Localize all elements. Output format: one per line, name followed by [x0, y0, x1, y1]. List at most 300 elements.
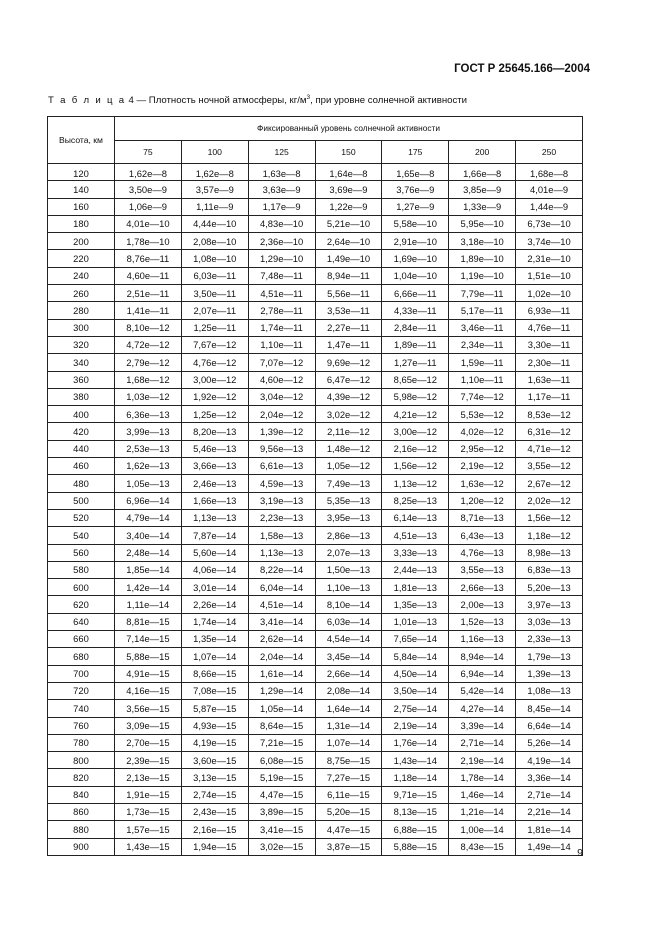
- density-cell: 4,60e—12: [248, 371, 315, 388]
- density-cell: 4,51e—14: [248, 596, 315, 613]
- altitude-cell: 740: [48, 700, 115, 717]
- density-cell: 2,04e—12: [248, 406, 315, 423]
- density-cell: 1,46e—14: [449, 786, 516, 803]
- density-cell: 3,39e—14: [449, 717, 516, 734]
- density-cell: 5,56e—11: [315, 285, 382, 302]
- table-row: [48, 267, 583, 284]
- density-cell: 3,55e—13: [449, 561, 516, 578]
- density-cell: 1,56e—12: [382, 458, 449, 475]
- density-cell: 7,08e—15: [181, 682, 248, 699]
- density-cell: 2,33e—13: [516, 631, 583, 648]
- density-cell: 7,87e—14: [181, 527, 248, 544]
- altitude-cell: 880: [48, 821, 115, 838]
- density-cell: 1,49e—14: [516, 838, 583, 855]
- density-cell: 2,67e—12: [516, 475, 583, 492]
- density-cell: 7,48e—11: [248, 267, 315, 284]
- density-cell: 3,76e—9: [382, 181, 449, 198]
- table-row: [48, 233, 583, 250]
- density-cell: 1,10e—13: [315, 579, 382, 596]
- density-cell: 1,81e—13: [382, 579, 449, 596]
- density-cell: 3,41e—14: [248, 613, 315, 630]
- density-cell: 3,19e—13: [248, 492, 315, 509]
- density-cell: 5,21e—10: [315, 215, 382, 232]
- density-cell: 6,36e—13: [115, 406, 182, 423]
- density-cell: 4,76e—13: [449, 544, 516, 561]
- solar-level-header: 125: [248, 141, 315, 164]
- density-cell: 2,27e—11: [315, 319, 382, 336]
- density-cell: 1,03e—12: [115, 388, 182, 405]
- density-cell: 8,71e—13: [449, 509, 516, 526]
- density-cell: 1,63e—11: [516, 371, 583, 388]
- density-cell: 1,18e—12: [516, 527, 583, 544]
- density-cell: 3,13e—15: [181, 769, 248, 786]
- density-cell: 1,31e—14: [315, 717, 382, 734]
- density-cell: 2,19e—12: [449, 458, 516, 475]
- table-row: [48, 319, 583, 336]
- altitude-cell: 220: [48, 250, 115, 267]
- density-cell: 4,60e—11: [115, 267, 182, 284]
- altitude-cell: 720: [48, 682, 115, 699]
- altitude-cell: 280: [48, 302, 115, 319]
- density-cell: 2,95e—12: [449, 440, 516, 457]
- density-cell: 1,73e—15: [115, 803, 182, 820]
- density-cell: 1,78e—10: [115, 233, 182, 250]
- density-cell: 1,62e—8: [181, 164, 248, 181]
- table-row: [48, 354, 583, 371]
- density-cell: 3,66e—13: [181, 458, 248, 475]
- density-cell: 2,79e—12: [115, 354, 182, 371]
- density-cell: 1,02e—10: [516, 285, 583, 302]
- density-cell: 4,91e—15: [115, 665, 182, 682]
- density-cell: 1,63e—12: [449, 475, 516, 492]
- density-cell: 3,85e—9: [449, 181, 516, 198]
- solar-level-header: 200: [449, 141, 516, 164]
- altitude-cell: 180: [48, 215, 115, 232]
- table-row: [48, 786, 583, 803]
- table-row: [48, 803, 583, 820]
- density-cell: 1,05e—12: [315, 458, 382, 475]
- density-cell: 1,59e—11: [449, 354, 516, 371]
- density-cell: 1,92e—12: [181, 388, 248, 405]
- density-cell: 3,97e—13: [516, 596, 583, 613]
- density-cell: 2,13e—15: [115, 769, 182, 786]
- solar-level-header: 175: [382, 141, 449, 164]
- altitude-cell: 160: [48, 198, 115, 215]
- solar-activity-levels-row: [48, 141, 583, 164]
- density-table: [47, 116, 583, 856]
- density-cell: 1,66e—8: [449, 164, 516, 181]
- altitude-cell: 640: [48, 613, 115, 630]
- table-row: [48, 561, 583, 578]
- density-table-body: [48, 164, 583, 856]
- density-cell: 1,51e—10: [516, 267, 583, 284]
- density-cell: 5,26e—14: [516, 734, 583, 751]
- density-cell: 1,19e—10: [449, 267, 516, 284]
- altitude-cell: 400: [48, 406, 115, 423]
- density-cell: 1,64e—8: [315, 164, 382, 181]
- altitude-cell: 800: [48, 752, 115, 769]
- density-cell: 5,53e—12: [449, 406, 516, 423]
- altitude-cell: 660: [48, 631, 115, 648]
- density-cell: 5,17e—11: [449, 302, 516, 319]
- density-cell: 4,50e—14: [382, 665, 449, 682]
- table-row: [48, 665, 583, 682]
- density-cell: 4,02e—12: [449, 423, 516, 440]
- density-cell: 1,58e—13: [248, 527, 315, 544]
- table-row: [48, 371, 583, 388]
- table-row: [48, 285, 583, 302]
- density-cell: 1,21e—14: [449, 803, 516, 820]
- density-cell: 3,02e—12: [315, 406, 382, 423]
- page-number: 9: [577, 847, 583, 859]
- density-cell: 3,99e—13: [115, 423, 182, 440]
- density-cell: 1,48e—12: [315, 440, 382, 457]
- density-cell: 3,30e—11: [516, 336, 583, 353]
- density-cell: 1,16e—13: [449, 631, 516, 648]
- solar-level-header: 150: [315, 141, 382, 164]
- altitude-cell: 320: [48, 336, 115, 353]
- density-cell: 3,01e—14: [181, 579, 248, 596]
- density-cell: 8,81e—15: [115, 613, 182, 630]
- density-cell: 5,46e—13: [181, 440, 248, 457]
- density-cell: 1,50e—13: [315, 561, 382, 578]
- density-cell: 7,27e—15: [315, 769, 382, 786]
- table-row: [48, 648, 583, 665]
- density-cell: 1,68e—8: [516, 164, 583, 181]
- density-cell: 1,89e—11: [382, 336, 449, 353]
- altitude-cell: 420: [48, 423, 115, 440]
- density-cell: 4,93e—15: [181, 717, 248, 734]
- density-cell: 4,33e—11: [382, 302, 449, 319]
- density-cell: 8,75e—15: [315, 752, 382, 769]
- solar-activity-group-header: Фиксированный уровень солнечной активности: [115, 117, 583, 141]
- density-cell: 1,85e—14: [115, 561, 182, 578]
- density-cell: 1,17e—9: [248, 198, 315, 215]
- density-cell: 1,22e—9: [315, 198, 382, 215]
- density-cell: 1,20e—12: [449, 492, 516, 509]
- density-cell: 2,31e—10: [516, 250, 583, 267]
- density-cell: 3,40e—14: [115, 527, 182, 544]
- density-cell: 5,58e—10: [382, 215, 449, 232]
- density-cell: 2,34e—11: [449, 336, 516, 353]
- density-cell: 1,35e—14: [181, 631, 248, 648]
- density-cell: 1,13e—13: [181, 509, 248, 526]
- altitude-cell: 200: [48, 233, 115, 250]
- density-cell: 1,68e—12: [115, 371, 182, 388]
- density-cell: 2,53e—13: [115, 440, 182, 457]
- density-cell: 2,75e—14: [382, 700, 449, 717]
- table-row: [48, 717, 583, 734]
- density-cell: 1,05e—13: [115, 475, 182, 492]
- density-cell: 8,76e—11: [115, 250, 182, 267]
- density-cell: 1,25e—11: [181, 319, 248, 336]
- density-cell: 1,43e—14: [382, 752, 449, 769]
- density-cell: 2,02e—12: [516, 492, 583, 509]
- density-cell: 1,41e—11: [115, 302, 182, 319]
- density-cell: 1,17e—11: [516, 388, 583, 405]
- density-cell: 4,76e—12: [181, 354, 248, 371]
- density-cell: 2,71e—14: [449, 734, 516, 751]
- altitude-cell: 120: [48, 164, 115, 181]
- density-cell: 1,47e—11: [315, 336, 382, 353]
- density-cell: 2,71e—14: [516, 786, 583, 803]
- density-cell: 2,19e—14: [382, 717, 449, 734]
- density-cell: 2,21e—14: [516, 803, 583, 820]
- density-cell: 6,11e—15: [315, 786, 382, 803]
- density-cell: 1,25e—12: [181, 406, 248, 423]
- density-cell: 5,87e—15: [181, 700, 248, 717]
- table-row: [48, 821, 583, 838]
- density-cell: 5,84e—14: [382, 648, 449, 665]
- table-row: [48, 700, 583, 717]
- density-cell: 3,56e—15: [115, 700, 182, 717]
- density-cell: 7,07e—12: [248, 354, 315, 371]
- density-cell: 8,25e—13: [382, 492, 449, 509]
- table-caption-suffix: , при уровне солнечной активности: [310, 95, 468, 107]
- density-cell: 2,00e—13: [449, 596, 516, 613]
- density-cell: 3,18e—10: [449, 233, 516, 250]
- density-cell: 1,42e—14: [115, 579, 182, 596]
- table-row: [48, 440, 583, 457]
- density-cell: 2,74e—15: [181, 786, 248, 803]
- density-cell: 1,74e—11: [248, 319, 315, 336]
- density-cell: 4,47e—15: [248, 786, 315, 803]
- density-cell: 3,87e—15: [315, 838, 382, 855]
- density-cell: 6,61e—13: [248, 458, 315, 475]
- density-cell: 3,03e—13: [516, 613, 583, 630]
- density-cell: 5,60e—14: [181, 544, 248, 561]
- density-cell: 2,11e—12: [315, 423, 382, 440]
- density-cell: 4,19e—15: [181, 734, 248, 751]
- altitude-cell: 500: [48, 492, 115, 509]
- density-cell: 3,36e—14: [516, 769, 583, 786]
- altitude-cell: 460: [48, 458, 115, 475]
- density-cell: 1,44e—9: [516, 198, 583, 215]
- density-cell: 1,94e—15: [181, 838, 248, 855]
- density-cell: 1,33e—9: [449, 198, 516, 215]
- density-cell: 1,10e—11: [248, 336, 315, 353]
- density-cell: 3,09e—15: [115, 717, 182, 734]
- density-cell: 3,53e—11: [315, 302, 382, 319]
- density-cell: 2,62e—14: [248, 631, 315, 648]
- density-cell: 3,74e—10: [516, 233, 583, 250]
- density-cell: 4,59e—13: [248, 475, 315, 492]
- density-cell: 8,94e—14: [449, 648, 516, 665]
- table-row: [48, 631, 583, 648]
- density-cell: 7,49e—13: [315, 475, 382, 492]
- table-row: [48, 527, 583, 544]
- density-cell: 3,57e—9: [181, 181, 248, 198]
- density-cell: 1,91e—15: [115, 786, 182, 803]
- density-cell: 1,52e—13: [449, 613, 516, 630]
- density-cell: 2,39e—15: [115, 752, 182, 769]
- density-cell: 2,66e—14: [315, 665, 382, 682]
- density-cell: 7,67e—12: [181, 336, 248, 353]
- density-cell: 2,07e—11: [181, 302, 248, 319]
- density-cell: 3,00e—12: [382, 423, 449, 440]
- density-cell: 2,30e—11: [516, 354, 583, 371]
- density-cell: 7,21e—15: [248, 734, 315, 751]
- density-cell: 1,64e—14: [315, 700, 382, 717]
- density-cell: 8,94e—11: [315, 267, 382, 284]
- density-cell: 2,16e—15: [181, 821, 248, 838]
- density-cell: 4,72e—12: [115, 336, 182, 353]
- density-cell: 1,56e—12: [516, 509, 583, 526]
- density-cell: 2,07e—13: [315, 544, 382, 561]
- density-cell: 1,06e—9: [115, 198, 182, 215]
- density-cell: 5,35e—13: [315, 492, 382, 509]
- density-cell: 6,73e—10: [516, 215, 583, 232]
- density-cell: 2,51e—11: [115, 285, 182, 302]
- altitude-cell: 480: [48, 475, 115, 492]
- density-cell: 2,86e—13: [315, 527, 382, 544]
- table-row: [48, 509, 583, 526]
- density-cell: 5,98e—12: [382, 388, 449, 405]
- table-row: [48, 475, 583, 492]
- document-id: ГОСТ Р 25645.166—2004: [454, 63, 590, 75]
- table-row: [48, 734, 583, 751]
- table-row: [48, 164, 583, 181]
- altitude-cell: 840: [48, 786, 115, 803]
- table-caption-text: 4 — Плотность ночной атмосферы, кг/м: [125, 95, 307, 107]
- density-cell: 9,71e—15: [382, 786, 449, 803]
- density-cell: 1,63e—8: [248, 164, 315, 181]
- density-cell: 2,23e—13: [248, 509, 315, 526]
- table-row: [48, 458, 583, 475]
- density-cell: 8,13e—15: [382, 803, 449, 820]
- density-cell: 1,08e—10: [181, 250, 248, 267]
- density-cell: 1,76e—14: [382, 734, 449, 751]
- altitude-cell: 900: [48, 838, 115, 855]
- density-cell: 3,04e—12: [248, 388, 315, 405]
- density-cell: 8,53e—12: [516, 406, 583, 423]
- density-cell: 1,89e—10: [449, 250, 516, 267]
- altitude-cell: 440: [48, 440, 115, 457]
- density-cell: 3,41e—15: [248, 821, 315, 838]
- altitude-cell: 300: [48, 319, 115, 336]
- density-cell: 1,66e—13: [181, 492, 248, 509]
- density-cell: 1,62e—8: [115, 164, 182, 181]
- density-cell: 8,10e—12: [115, 319, 182, 336]
- density-cell: 4,19e—14: [516, 752, 583, 769]
- altitude-cell: 340: [48, 354, 115, 371]
- density-cell: 1,81e—14: [516, 821, 583, 838]
- density-cell: 6,66e—11: [382, 285, 449, 302]
- density-cell: 1,07e—14: [315, 734, 382, 751]
- density-cell: 2,91e—10: [382, 233, 449, 250]
- density-cell: 2,46e—13: [181, 475, 248, 492]
- altitude-cell: 860: [48, 803, 115, 820]
- density-cell: 1,69e—10: [382, 250, 449, 267]
- table-row: [48, 423, 583, 440]
- density-cell: 6,47e—12: [315, 371, 382, 388]
- altitude-cell: 240: [48, 267, 115, 284]
- table-row: [48, 198, 583, 215]
- density-cell: 1,79e—13: [516, 648, 583, 665]
- table-row: [48, 250, 583, 267]
- density-cell: 1,27e—9: [382, 198, 449, 215]
- density-cell: 2,04e—14: [248, 648, 315, 665]
- density-cell: 2,70e—15: [115, 734, 182, 751]
- density-cell: 4,44e—10: [181, 215, 248, 232]
- density-cell: 1,10e—11: [449, 371, 516, 388]
- density-cell: 3,63e—9: [248, 181, 315, 198]
- density-cell: 6,88e—15: [382, 821, 449, 838]
- density-cell: 6,83e—13: [516, 561, 583, 578]
- table-row: [48, 579, 583, 596]
- density-cell: 1,01e—13: [382, 613, 449, 630]
- altitude-cell: 760: [48, 717, 115, 734]
- density-cell: 1,13e—12: [382, 475, 449, 492]
- altitude-cell: 560: [48, 544, 115, 561]
- density-cell: 1,78e—14: [449, 769, 516, 786]
- density-cell: 1,29e—10: [248, 250, 315, 267]
- density-cell: 6,31e—12: [516, 423, 583, 440]
- density-cell: 2,19e—14: [449, 752, 516, 769]
- density-cell: 6,14e—13: [382, 509, 449, 526]
- density-cell: 4,79e—14: [115, 509, 182, 526]
- density-cell: 9,56e—13: [248, 440, 315, 457]
- table-row: [48, 596, 583, 613]
- density-cell: 1,11e—14: [115, 596, 182, 613]
- altitude-cell: 820: [48, 769, 115, 786]
- density-cell: 4,21e—12: [382, 406, 449, 423]
- altitude-cell: 580: [48, 561, 115, 578]
- altitude-cell: 680: [48, 648, 115, 665]
- density-cell: 2,64e—10: [315, 233, 382, 250]
- density-cell: 1,00e—14: [449, 821, 516, 838]
- density-cell: 4,51e—13: [382, 527, 449, 544]
- table-row: [48, 388, 583, 405]
- altitude-cell: 140: [48, 181, 115, 198]
- density-cell: 1,49e—10: [315, 250, 382, 267]
- density-cell: 6,93e—11: [516, 302, 583, 319]
- density-cell: 6,96e—14: [115, 492, 182, 509]
- density-cell: 2,16e—12: [382, 440, 449, 457]
- density-cell: 3,00e—12: [181, 371, 248, 388]
- density-cell: 6,43e—13: [449, 527, 516, 544]
- altitude-cell: 620: [48, 596, 115, 613]
- table-caption-unit-exponent: 3: [306, 94, 311, 101]
- density-cell: 4,01e—9: [516, 181, 583, 198]
- density-cell: 8,98e—13: [516, 544, 583, 561]
- table-row: [48, 613, 583, 630]
- density-cell: 1,39e—13: [516, 665, 583, 682]
- density-cell: 7,79e—11: [449, 285, 516, 302]
- density-cell: 4,54e—14: [315, 631, 382, 648]
- table-row: [48, 838, 583, 855]
- density-cell: 3,50e—14: [382, 682, 449, 699]
- density-cell: 2,36e—10: [248, 233, 315, 250]
- solar-level-header: 100: [181, 141, 248, 164]
- density-cell: 4,51e—11: [248, 285, 315, 302]
- density-cell: 8,43e—15: [449, 838, 516, 855]
- table-row: [48, 302, 583, 319]
- density-cell: 1,61e—14: [248, 665, 315, 682]
- density-cell: 2,78e—11: [248, 302, 315, 319]
- density-cell: 3,02e—15: [248, 838, 315, 855]
- altitude-cell: 700: [48, 665, 115, 682]
- density-cell: 2,43e—15: [181, 803, 248, 820]
- density-cell: 4,16e—15: [115, 682, 182, 699]
- density-cell: 5,20e—15: [315, 803, 382, 820]
- density-cell: 4,39e—12: [315, 388, 382, 405]
- density-cell: 2,08e—10: [181, 233, 248, 250]
- density-cell: 8,64e—15: [248, 717, 315, 734]
- density-cell: 6,03e—11: [181, 267, 248, 284]
- density-cell: 3,50e—9: [115, 181, 182, 198]
- density-cell: 8,65e—12: [382, 371, 449, 388]
